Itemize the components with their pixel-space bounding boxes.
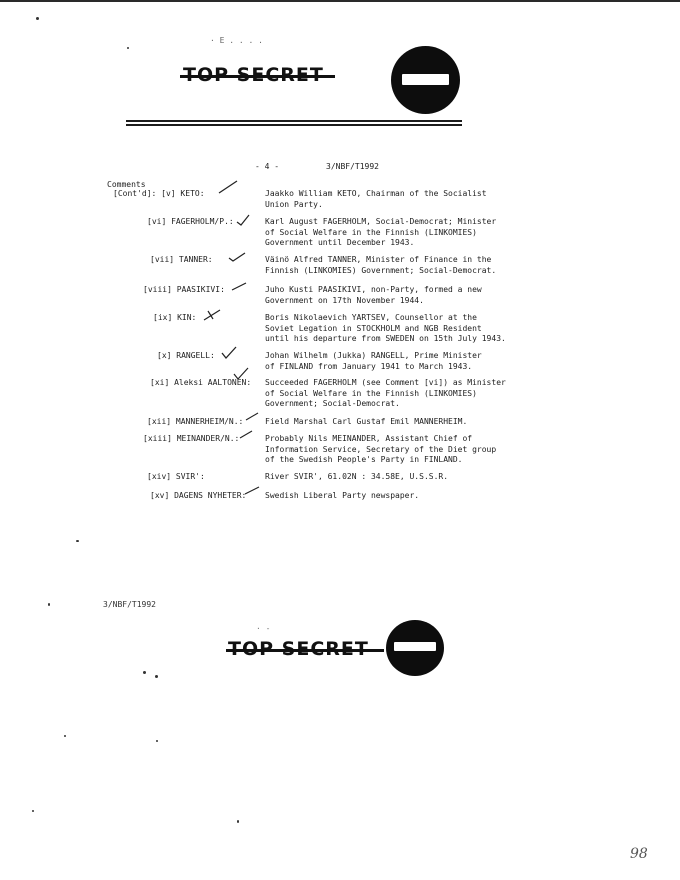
entry-text: Swedish Liberal Party newspaper.: [265, 491, 420, 500]
entry-text: Jaakko William KETO, Chairman of the Socialist Union Party.: [265, 189, 487, 209]
speck: [32, 810, 34, 812]
entry-label: [xiv] SVIR':: [147, 472, 205, 481]
entry-text: Juho Kusti PAASIKIVI, non-Party, formed a new Government on 17th November 1944.: [265, 285, 482, 305]
entry-label: [x] RANGELL:: [157, 351, 215, 360]
header-stamp: [180, 30, 450, 120]
top-border-line: [0, 0, 680, 2]
header-rule: [126, 120, 462, 122]
entry-text: Succeeded FAGERHOLM (see Comment [vi]) as Minister of Social Welfare in the Finnish (LINKOMIES) Government; Social-Democrat.: [265, 378, 506, 409]
checkmark-icon: [244, 485, 260, 499]
entry-text: Probably Nils MEINANDER, Assistant Chief of Information Service, Secretary of the Diet group of the Swedish People's Party in FINLAND.: [265, 434, 497, 465]
checkmark-icon: [231, 281, 247, 295]
speck: [127, 47, 129, 49]
checkmark-icon: [217, 179, 239, 197]
comments-heading: Comments: [107, 180, 146, 189]
checkmark-icon: [203, 307, 221, 323]
entry-text: Johan Wilhelm (Jukka) RANGELL, Prime Minister of FINLAND from January 1941 to March 1943.: [265, 351, 482, 371]
entry-label: [vii] TANNER:: [150, 255, 213, 264]
stamp-strike-line: [180, 75, 335, 78]
faint-stamp-mark: · -: [256, 624, 271, 633]
checkmark-icon: [245, 412, 259, 424]
entry-label: [xii] MANNERHEIM/N.:: [147, 417, 244, 426]
faint-stamp-mark: · E . . . .: [210, 36, 263, 45]
entry-text: Field Marshal Carl Gustaf Emil MANNERHEIM.: [265, 417, 468, 426]
checkmark-icon: [228, 251, 246, 265]
entry-label: [xiii] MEINANDER/N.:: [143, 434, 240, 443]
entry-label: [vi] FAGERHOLM/P.:: [147, 217, 234, 226]
no-entry-icon: [391, 46, 460, 114]
entry-text: River SVIR', 61.02N : 34.58E, U.S.S.R.: [265, 472, 449, 481]
page-marker: - 4 -: [255, 162, 280, 171]
header-rule: [126, 124, 462, 126]
footer-reference: 3/NBF/T1992: [103, 600, 156, 609]
entry-label: [xi] Aleksi AALTONEN:: [150, 378, 252, 387]
entry-label: [ix] KIN:: [153, 313, 197, 322]
entry-text: Boris Nikolaevich YARTSEV, Counsellor at the Soviet Legation in STOCKHOLM and NGB Resident until his departure from SWEDEN on 15th July 1943.: [265, 313, 506, 344]
speck: [155, 675, 158, 678]
speck: [237, 820, 239, 823]
speck: [143, 671, 146, 674]
speck: [76, 540, 79, 542]
entry-label: [viii] PAASIKIVI:: [143, 285, 225, 294]
footer-stamp: [226, 618, 451, 678]
checkmark-icon: [233, 367, 249, 381]
speck: [156, 740, 158, 742]
speck: [36, 17, 39, 20]
entry-text: Väinö Alfred TANNER, Minister of Finance in the Finnish (LINKOMIES) Government; Social-Democrat.: [265, 255, 497, 275]
checkmark-icon: [236, 214, 250, 228]
no-entry-icon: [386, 620, 444, 676]
speck: [48, 603, 50, 606]
handwritten-page-number: 98: [630, 846, 648, 862]
entry-text: Karl August FAGERHOLM, Social-Democrat; Minister of Social Welfare in the Finnish (LINKOMIES) Government until December 1943.: [265, 217, 497, 248]
checkmark-icon: [221, 346, 237, 360]
entry-label: [Cont'd]: [v] KETO:: [113, 189, 205, 198]
checkmark-icon: [239, 430, 253, 442]
doc-reference: 3/NBF/T1992: [326, 162, 379, 171]
stamp-strike-line: [226, 649, 384, 652]
speck: [64, 735, 66, 737]
entry-label: [xv] DAGENS NYHETER:: [150, 491, 247, 500]
